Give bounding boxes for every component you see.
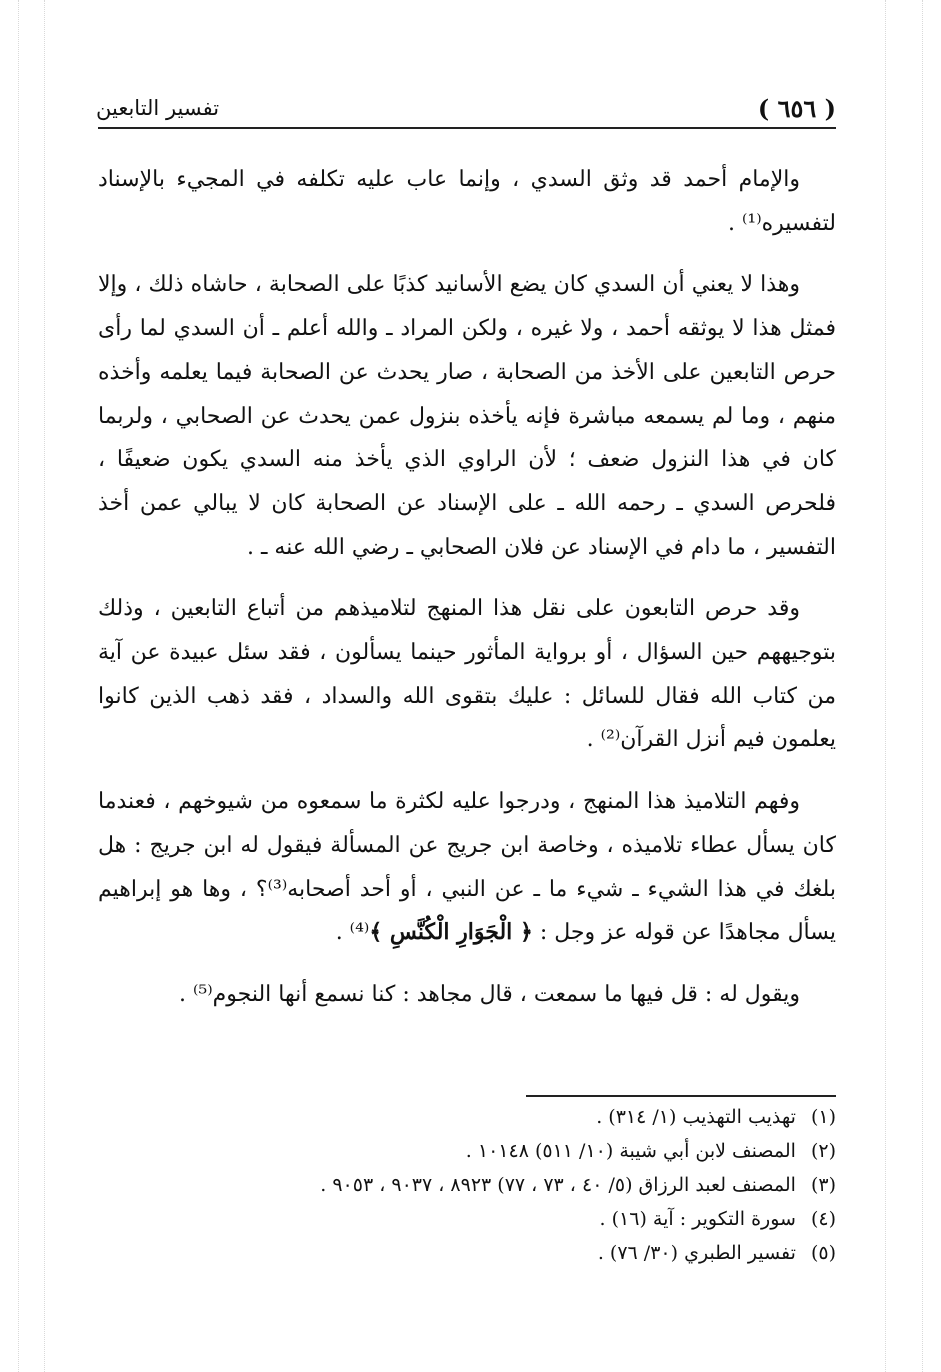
- footnote-text: تهذيب التهذيب (١/ ٣١٤) .: [596, 1106, 796, 1128]
- footnote-ref: ⁽⁴⁾ .: [335, 920, 370, 946]
- footnote-rule: [526, 1095, 836, 1097]
- paragraph: وهذا لا يعني أن السدي كان يضع الأسانيد كذبًا على الصحابة ، حاشاه ذلك ، وإلا فمثل هذا لا يوثقه أحمد ، ولا غيره ، ولكن المراد ـ والله أعلم ـ أن السدي لما رأى حرص التابعين على الأخذ من الصحابة ، صار يحدث عن الصحابة فيما يعلمه وأخذه منهم ، وما لم يسمعه مباشرة فإنه يأخذه بنزول عمن يحدث عن الصحابي ، ولربما كان في هذا النزول ضعف ؛ لأن الراوي الذي يأخذ منه السدي يكون ضعيفًا ، فلحرص السدي ـ رحمه الله ـ على الإسناد عن الصحابة كان لا يبالي عمن أخذ التفسير ، ما دام في الإسناد عن فلان الصحابي ـ رضي الله عنه ـ .: [98, 272, 836, 560]
- main-text: [98, 158, 836, 1035]
- running-title: تفسير التابعين: [96, 96, 220, 120]
- paragraph-text: وفهم التلاميذ هذا المنهج ، ودرجوا عليه لكثرة ما سمعوه من شيوخهم ، فعندما كان يسأل عطاء تلاميذه ، وخاصة ابن جريج عن المسألة فيقول له ابن جريج : هل بلغك في هذا الشيء ـ شيء ما ـ عن النبي ، أو أحد أصحابه⁽³⁾؟ ، وها هو إبراهيم يسأل مجاهدًا عن قوله عز وجل :: [98, 789, 837, 946]
- footnote-text: المصنف لعبد الرزاق (٥/ ٤٠ ، ٧٣ ، ٧٧) ٨٩٢٣ ، ٩٠٣٧ ، ٩٠٥٣ .: [320, 1174, 796, 1196]
- footnotes: [98, 1100, 836, 1270]
- footnote: [98, 1100, 836, 1134]
- scan-margin-line: [922, 0, 923, 1372]
- running-header: [96, 92, 836, 132]
- footnote-number: (٥): [810, 1242, 836, 1264]
- footnote: [98, 1236, 836, 1270]
- paragraph: [98, 780, 836, 955]
- footnote-number: (٢): [810, 1140, 836, 1162]
- paragraph: وقد حرص التابعون على نقل هذا المنهج لتلاميذهم من أتباع التابعين ، وذلك بتوجيههم حين السؤال ، أو برواية المأثور حينما يسألون ، فقد سئل عبيدة عن آية من كتاب الله فقال للسائل : عليك بتقوى الله والسداد ، فقد ذهب الذين كانوا يعلمون فيم أنزل القرآن⁽²⁾ .: [98, 596, 836, 753]
- page-number: ( ٦٥٦ ): [757, 94, 836, 123]
- quran-verse: ﴿ الْجَوَارِ الْكُنَّسِ ﴾: [369, 919, 533, 946]
- scan-margin-line: [44, 0, 45, 1372]
- footnote-number: (١): [810, 1106, 836, 1128]
- paragraph: ويقول له : قل فيها ما سمعت ، قال مجاهد : كنا نسمع أنها النجوم⁽⁵⁾ .: [179, 981, 800, 1007]
- footnote-text: المصنف لابن أبي شيبة (١٠/ ٥١١) ١٠١٤٨ .: [465, 1140, 796, 1162]
- scan-margin-line: [885, 0, 886, 1372]
- footnote-number: (٤): [810, 1208, 836, 1230]
- footnote-number: (٣): [810, 1174, 836, 1196]
- footnote: [98, 1202, 836, 1236]
- footnote: [98, 1134, 836, 1168]
- scan-margin-line: [18, 0, 19, 1372]
- header-rule: [98, 127, 836, 129]
- footnote-text: تفسير الطبري (٣٠/ ٧٦) .: [597, 1242, 796, 1264]
- footnote-text: سورة التكوير : آية (١٦) .: [599, 1208, 796, 1230]
- paragraph: والإمام أحمد قد وثق السدي ، وإنما عاب عليه تكلفه في المجيء بالإسناد لتفسيره⁽¹⁾ .: [98, 167, 836, 236]
- footnote: [98, 1168, 836, 1202]
